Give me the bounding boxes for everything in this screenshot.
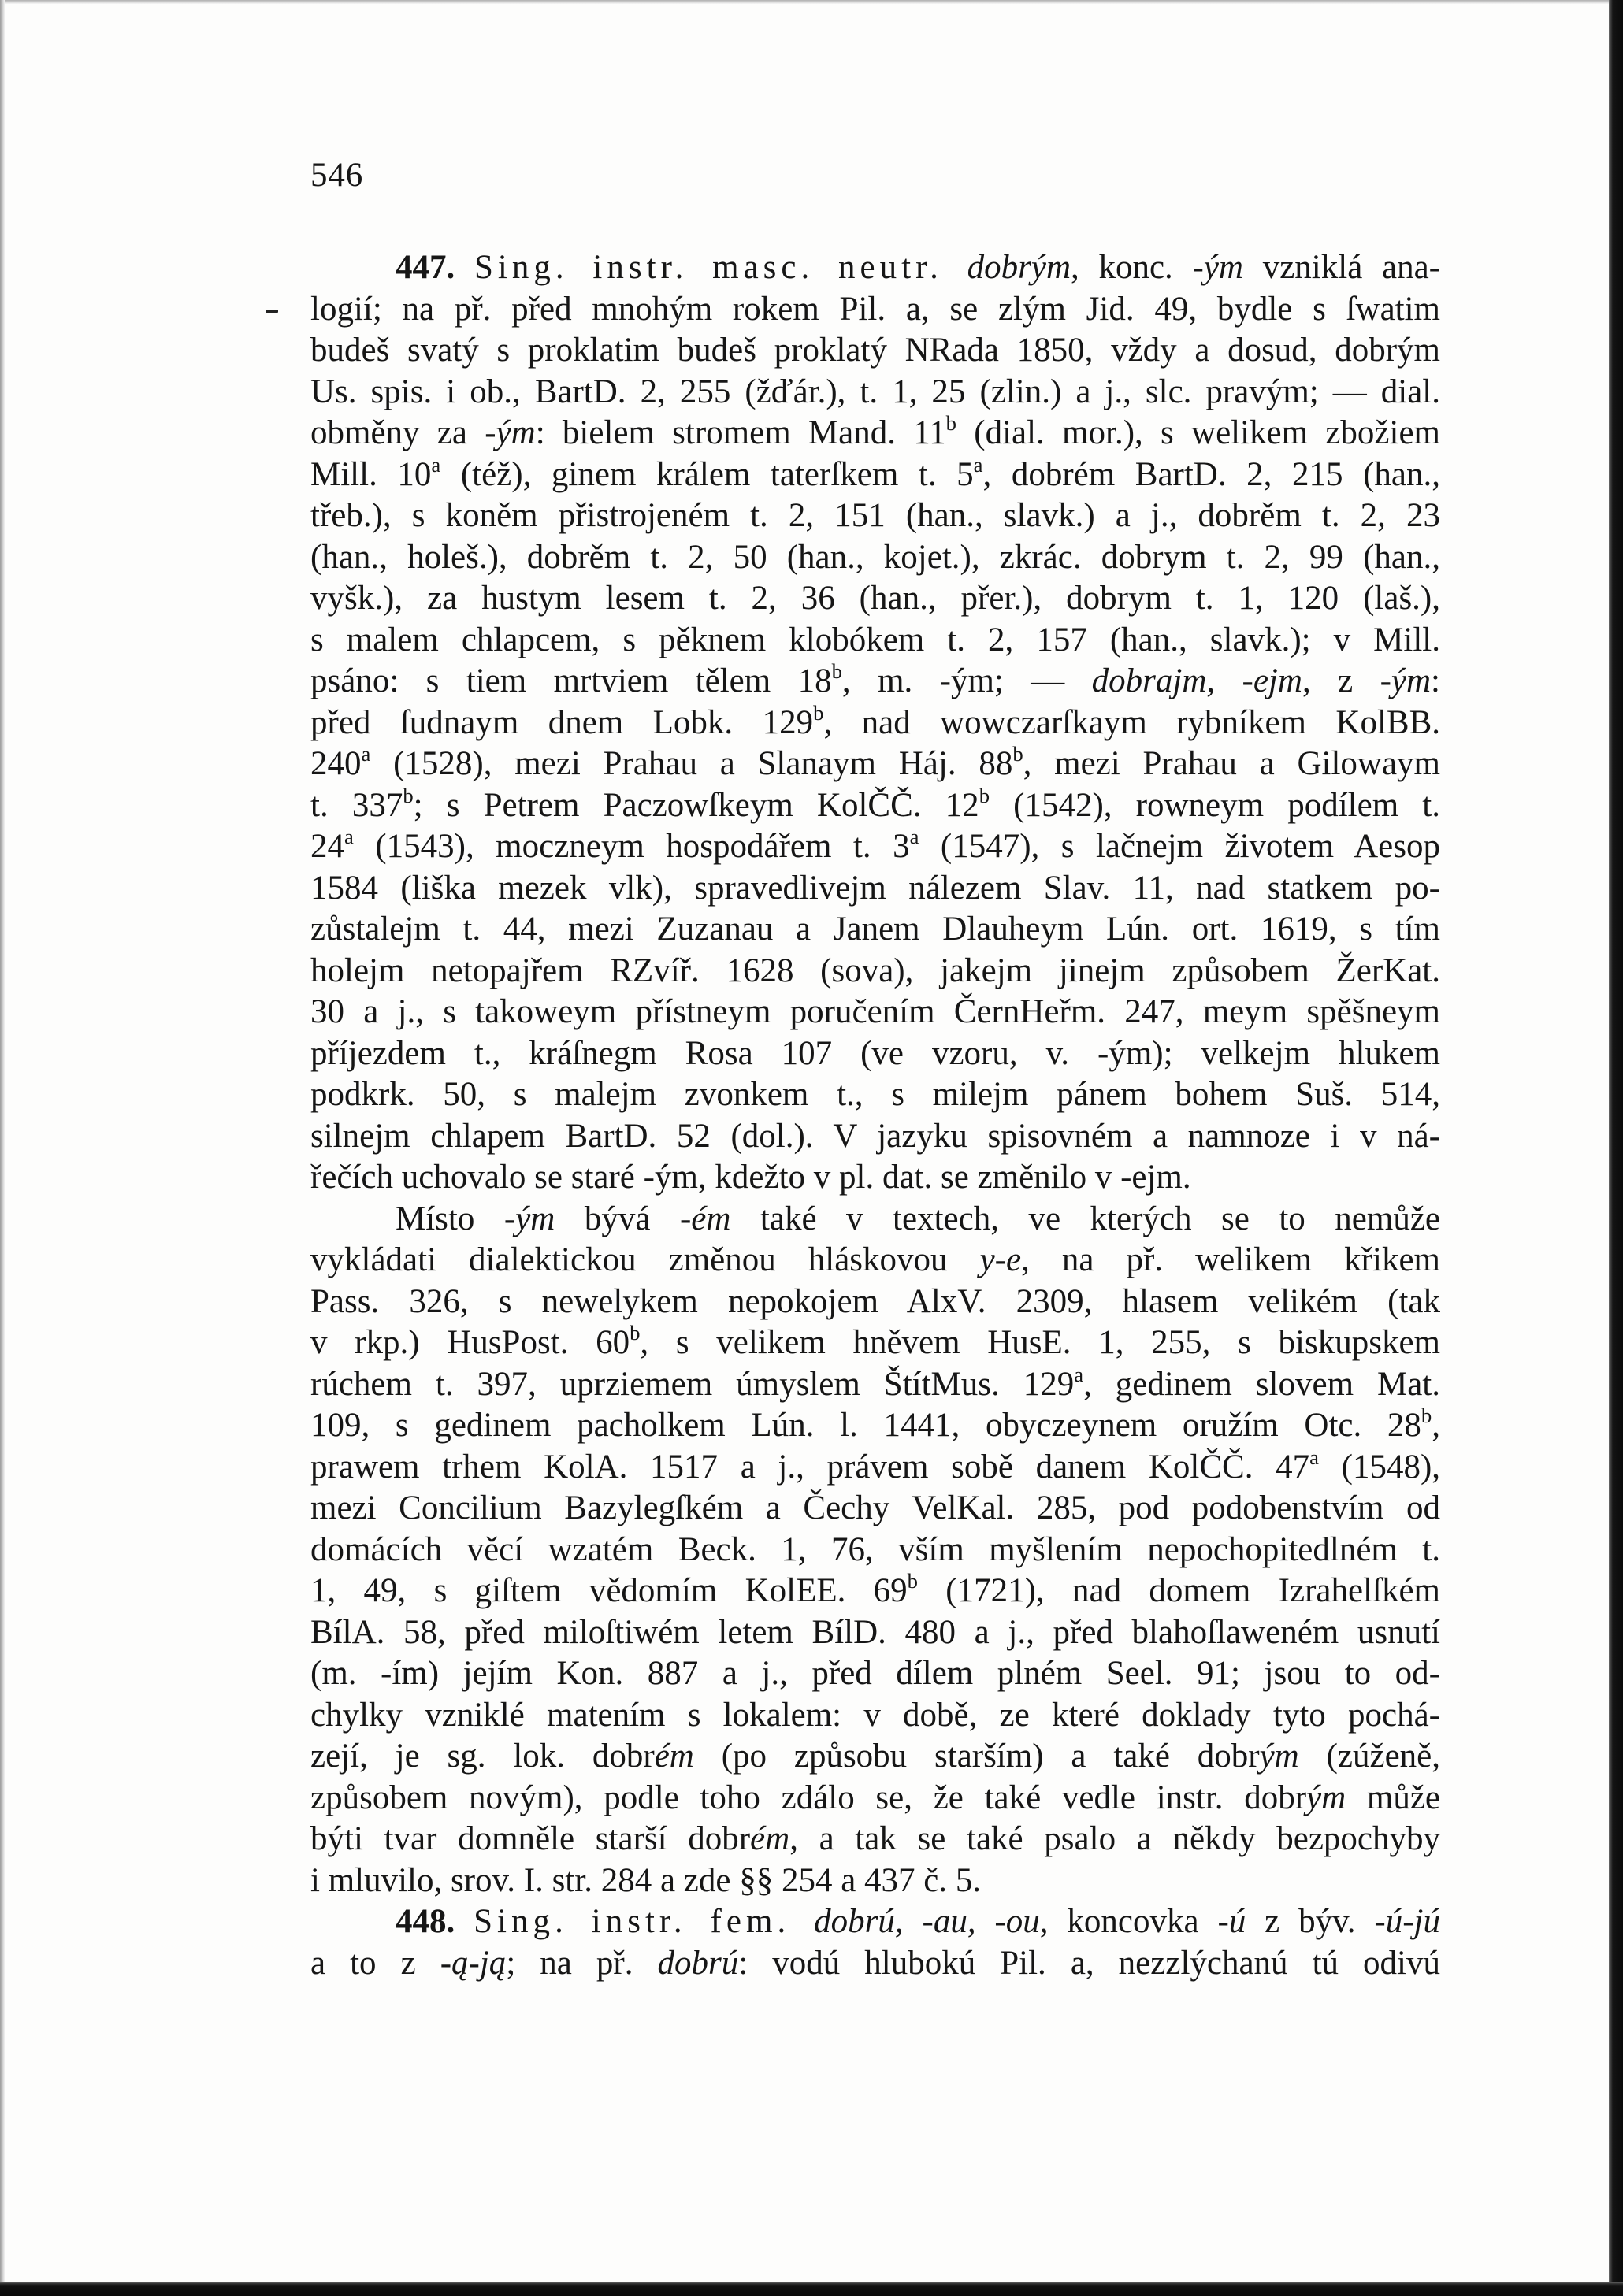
text-run: , a tak se také psalo a někdy bezpochyby [789,1820,1440,1857]
text-run: Mill. 10 [310,455,432,493]
text-run: (též), ginem králem taterſkem t. 5 [440,455,974,493]
text-line [310,992,1440,1033]
superscript-mark: b [1421,1404,1432,1428]
text-run: před ſudnaym dnem Lobk. 129 [310,703,814,741]
text-run: logií; na př. před mnohým rokem Pil. a, se zlým Jid. 49, bydle s ſwatim [310,290,1440,328]
page-number: 546 [310,157,364,194]
italic-run: dobrú [657,1944,739,1982]
text-line [310,1901,1440,1943]
text-line [310,537,1440,579]
italic-run: -ým [503,1200,555,1237]
superscript-mark: b [1012,742,1023,766]
superscript-mark: b [403,783,414,807]
text-run: , m. -ým; — [841,662,1092,699]
text-line [310,495,1440,537]
text-run: 1584 (liška mezek vlk), spravedlivejm nálezem Slav. 11, nad statkem po- [310,869,1440,907]
text-run: psáno: s tiem mrtviem tělem 18 [310,662,832,699]
text-run: rúchem t. 397, uprziemem úmyslem ŠtítMus. 129 [310,1365,1075,1403]
text-run: ; s Petrem Paczowſkeym KolČČ. 12 [413,786,979,824]
italic-run: ým [1306,1779,1346,1816]
text-block [310,247,1440,1984]
text-run: (1721), nad domem Izrahelſkém [917,1572,1440,1609]
text-run: způsobem novým), podle toho zdálo se, že také vedle instr. dobr [310,1779,1307,1816]
italic-run: y-e [979,1241,1022,1278]
italic-run: -ą-ją [440,1944,507,1982]
text-run: 109, s gedinem pacholkem Lún. l. 1441, obyczeynem oružím Otc. 28 [310,1407,1421,1444]
text-run: z býv. [1246,1903,1375,1940]
text-run: zůstalejm t. 44, mezi Zuzanau a Janem Dlauheym Lún. ort. 1619, s tím [310,911,1440,948]
superscript-mark: a [361,742,371,766]
text-run: , gedinem slovem Mat. [1083,1365,1440,1403]
text-line [310,1488,1440,1530]
text-line [310,454,1440,496]
text-run: chylky vzniklé matením s lokalem: v době, ze které doklady tyto pochá- [310,1696,1440,1734]
text-run: Pass. 326, s newelykem nepokojem AlxV. 2309, hlasem velikém (tak [310,1282,1440,1320]
text-run: , s velikem hněvem HusE. 1, 255, s biskupskem [640,1324,1440,1361]
text-line [310,1157,1440,1199]
italic-run: dobrajm, -ejm [1091,662,1302,699]
scan-edge-right [1609,0,1623,2296]
text-run: silnejm chlapem BartD. 52 (dol.). V jazyku spisovném a namnoze i v ná- [310,1117,1440,1155]
superscript-mark: a [344,825,354,849]
text-run: (dial. mor.), s welikem zbožiem [956,414,1440,451]
text-run: také v textech, ve kterých se to nemůže [730,1200,1440,1237]
text-run: (1543), moczneym hospodářem t. 3 [353,828,910,865]
superscript-mark: b [945,411,956,436]
text-run: , [1432,1407,1440,1444]
italic-run: ém [654,1738,694,1775]
superscript-mark: a [909,825,919,849]
text-line [310,620,1440,662]
text-line [310,1943,1440,1985]
spaced-run: Sing. instr. masc. neutr. [474,249,967,286]
text-run: obměny za [310,414,485,451]
text-line [310,700,1441,744]
text-line [310,1530,1440,1571]
italic-run: -ú [1217,1903,1246,1940]
text-run: řečích uchovalo se staré -ým, kdežto v pl. dat. se změnilo v -ejm. [310,1159,1191,1196]
text-line [310,289,1440,331]
paragraph-447 [310,247,1440,1199]
text-run: (1547), s lačnejm životem Aesop [919,828,1441,865]
text-line [310,1364,1440,1406]
text-run: (zúženě, [1298,1738,1440,1775]
text-run: mezi Concilium Bazylegſkém a Čechy VelKal. 285, pod podobenstvím od [310,1489,1440,1526]
margin-mark [266,310,278,313]
text-run: : vodú hlubokú Pil. a, nezzlýchanú tú odivú [738,1944,1441,1982]
superscript-mark: b [831,659,842,684]
superscript-mark: a [1074,1362,1084,1386]
text-run: 24 [310,828,344,865]
text-line [310,1116,1440,1158]
text-line [310,1282,1440,1323]
text-run: , z [1302,662,1380,699]
text-run: příjezdem t., kráſnegm Rosa 107 (ve vzoru, v. -ým); velkejm hlukem [310,1034,1440,1072]
text-line [310,372,1440,414]
paragraph-447-continued [310,1199,1440,1902]
italic-run: dobrú, -au, -ou [814,1903,1040,1940]
text-run: t. 337 [310,786,403,824]
text-run: 30 a j., s takoweym přístneym poručením ČernHeřm. 247, meym spěšneym [310,993,1440,1030]
text-line [310,247,1440,289]
text-line [310,1074,1440,1116]
text-line [310,1447,1440,1489]
text-line [310,1571,1440,1612]
text-run: v rkp.) HusPost. 60 [310,1324,630,1361]
superscript-mark: b [907,1569,918,1593]
text-run: , konc. [1071,249,1193,286]
text-run: prawem trhem KolA. 1517 a j., právem sobě danem KolČČ. 47 [310,1448,1310,1486]
text-run: i mluvilo, srov. I. str. 284 a zde §§ 254 a 437 č. 5. [310,1861,982,1899]
text-line [310,1199,1440,1241]
text-line [310,909,1440,951]
italic-run: dobrým [967,249,1071,286]
text-line [310,1405,1440,1447]
text-run: a to z [310,1944,440,1982]
text-run: třeb.), s koněm přistrojeném t. 2, 151 (han., slavk.) a j., dobrěm t. 2, 23 [310,497,1440,534]
text-run: podkrk. 50, s malejm zvonkem t., s milejm pánem bohem Suš. 514, [310,1076,1440,1113]
text-line [310,1736,1440,1778]
text-run: může [1346,1779,1440,1816]
text-line [310,661,1440,703]
superscript-mark: b [813,700,824,725]
italic-run: -ém [679,1200,731,1237]
text-run: : [1431,662,1440,699]
text-run: domácích věcí wzatém Beck. 1, 76, vším myšlením nepochopitedlném t. [310,1530,1440,1568]
text-run: (m. -ím) jejím Kon. 887 a j., před dílem plném Seel. 91; jsou to od- [310,1655,1440,1692]
text-run: holejm netopajřem RZvíř. 1628 (sova), jakejm jinejm způsobem ŽerKat. [310,951,1440,989]
scan-edge-left [0,0,5,2296]
text-run: 240 [310,745,362,782]
section-number: 448. [396,1903,474,1940]
italic-run: -ú-jú [1374,1903,1441,1940]
text-run: ; na př. [506,1944,658,1982]
text-run: s malem chlapcem, s pěknem klobókem t. 2, 157 (han., slavk.); v Mill. [310,621,1440,658]
text-line [310,1778,1440,1819]
text-line [310,951,1440,992]
text-line [310,826,1440,868]
text-run: 1, 49, s giſtem vědomím KolEE. 69 [310,1572,908,1609]
text-run: vykládati dialektickou změnou hláskovou [310,1241,980,1278]
text-line [310,1033,1440,1075]
text-run: (han., holeš.), dobrěm t. 2, 50 (han., kojet.), zkrác. dobrym t. 2, 99 (han., [310,538,1440,576]
text-line [310,413,1440,454]
text-run: býti tvar domněle starší dobr [310,1820,751,1857]
text-line [310,1695,1440,1737]
text-run: Us. spis. i ob., BartD. 2, 255 (žďár.), t. 1, 25 (zlin.) a j., slc. pravým; — dial. [310,373,1440,410]
superscript-mark: b [630,1321,641,1345]
superscript-mark: a [1309,1445,1319,1469]
text-line [310,1819,1440,1860]
text-run: vyšk.), za hustym lesem t. 2, 36 (han., přer.), dobrym t. 1, 120 (laš.), [310,580,1440,617]
text-run: , mezi Prahau a Gilowaym [1023,745,1440,782]
text-line [310,578,1440,620]
text-line [310,868,1440,910]
text-run: (1548), [1318,1448,1441,1486]
text-line [310,1860,1440,1902]
text-run: bývá [555,1200,680,1237]
scan-edge-top [0,0,1609,4]
text-run: Místo [396,1200,504,1237]
text-run: : bielem stromem Mand. 11 [535,414,946,451]
text-run: , koncovka [1039,1903,1218,1940]
italic-run: ým [1259,1738,1299,1775]
superscript-mark: a [973,452,983,477]
italic-run: ém [750,1820,790,1857]
text-line [310,785,1440,827]
text-line [310,744,1440,785]
text-run: (1528), mezi Prahau a Slanaym Háj. 88 [370,745,1013,782]
text-run: budeš svatý s proklatim budeš proklatý NRada 1850, vždy a dosud, dobrým [310,332,1440,369]
text-line [310,330,1440,372]
text-run: BílA. 58, před miloſtiwém letem BílD. 480 a j., před blahoſlaweném usnutí [310,1613,1440,1651]
section-number: 447. [396,249,474,286]
italic-run: -ým [485,414,536,451]
text-run: (po způsobu starším) a také dobr [693,1738,1260,1775]
superscript-mark: b [979,783,990,807]
italic-run: -ým [1192,249,1243,286]
text-line [310,1653,1440,1695]
spaced-run: Sing. instr. fem. [474,1903,815,1940]
paragraph-448 [310,1901,1440,1984]
text-run: zejí, je sg. lok. dobr [310,1738,655,1775]
superscript-mark: a [431,452,441,477]
text-run: , na př. welikem křikem [1021,1241,1440,1278]
text-run: , dobrém BartD. 2, 215 (han., [982,455,1440,493]
text-line [310,1322,1440,1364]
scan-edge-bottom [0,2282,1623,2296]
text-run: (1542), rowneym podílem t. [990,786,1441,824]
text-line [310,1612,1440,1654]
italic-run: -ým [1380,662,1432,699]
text-line [310,1240,1440,1282]
text-run: vzniklá ana- [1243,249,1440,286]
text-run: , nad wowczarſkaym rybníkem KolBB. [823,703,1441,741]
